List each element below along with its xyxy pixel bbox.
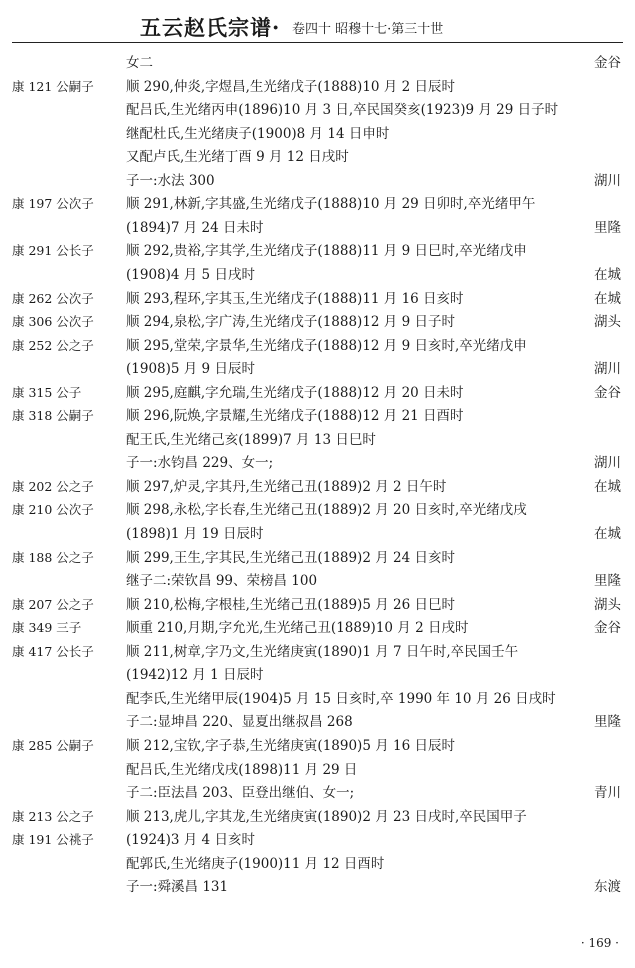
father-reference: 康 202 公之子 (12, 478, 94, 494)
page-number: · 169 · (580, 936, 619, 950)
entry-line (0, 170, 635, 192)
entry-text: 子二:显坤昌 220、显夏出继叔昌 268 (126, 714, 353, 731)
residence-place: 里隆 (594, 714, 621, 731)
entry-text: 配郭氏,生光绪庚子(1900)11 月 12 日酉时 (126, 855, 385, 872)
entry-line (0, 806, 635, 828)
entry-line (0, 264, 635, 286)
residence-place: 金谷 (594, 384, 621, 401)
father-reference: 康 318 公嗣子 (12, 408, 94, 424)
father-reference: 康 191 公祧子 (12, 832, 94, 848)
entry-line (0, 452, 635, 474)
entry-text: (1908)4 月 5 日戌时 (126, 266, 255, 283)
entry-line (0, 193, 635, 215)
entry-text: 顺 296,阮焕,字景耀,生光绪戊子(1888)12 月 21 日酉时 (126, 408, 464, 425)
entry-text: 继配杜氏,生光绪庚子(1900)8 月 14 日申时 (126, 125, 390, 142)
entry-line (0, 382, 635, 404)
entry-line (0, 288, 635, 310)
page-title: 五云赵氏宗谱· (140, 15, 281, 40)
entry-text: 子一:水钧昌 229、女一; (126, 455, 274, 472)
residence-place: 湖川 (594, 172, 621, 189)
entry-text: 顺 211,树章,字乃文,生光绪庚寅(1890)1 月 7 日午时,卒民国壬午 (126, 643, 519, 660)
entry-text: 顺 213,虎儿,字其龙,生光绪庚寅(1890)2 月 23 日戌时,卒民国甲子 (126, 808, 527, 825)
entry-text: 顺 212,宝钦,字子恭,生光绪庚寅(1890)5 月 16 日辰时 (126, 737, 455, 754)
entry-text: 顺 292,贵裕,字其学,生光绪戊子(1888)11 月 9 日巳时,卒光绪戊申 (126, 243, 527, 260)
entry-line (0, 664, 635, 686)
entry-text: 顺 297,炉灵,字其丹,生光绪己丑(1889)2 月 2 日午时 (126, 478, 447, 495)
entry-line (0, 123, 635, 145)
father-reference: 康 207 公之子 (12, 596, 94, 612)
father-reference: 康 291 公长子 (12, 243, 94, 259)
father-reference: 康 197 公次子 (12, 196, 94, 212)
entry-text: (1924)3 月 4 日亥时 (126, 832, 255, 849)
entry-text: 顺 210,松梅,字根桂,生光绪己丑(1889)5 月 26 日巳时 (126, 596, 455, 613)
entry-text: (1942)12 月 1 日辰时 (126, 667, 264, 684)
entry-line (0, 99, 635, 121)
residence-place: 里隆 (594, 219, 621, 236)
entry-text: 顺 294,泉松,字广涛,生光绪戊子(1888)12 月 9 日子时 (126, 314, 455, 331)
entry-text: 顺重 210,月期,字允光,生光绪己丑(1889)10 月 2 日戌时 (126, 620, 469, 637)
entry-line (0, 499, 635, 521)
entry-line (0, 829, 635, 851)
entry-text: 顺 290,仲炎,字煜昌,生光绪戊子(1888)10 月 2 日辰时 (126, 78, 455, 95)
entry-text: 继子二:荣钦昌 99、荣榜昌 100 (126, 573, 318, 590)
father-reference: 康 315 公子 (12, 384, 82, 400)
entry-line (0, 617, 635, 639)
entry-line (0, 570, 635, 592)
father-reference: 康 417 公长子 (12, 643, 94, 659)
residence-place: 里隆 (594, 573, 621, 590)
entry-text: (1898)1 月 19 日辰时 (126, 526, 264, 542)
father-reference: 康 349 三子 (12, 620, 82, 636)
entry-line (0, 52, 635, 74)
entry-text: 配吕氏,生光绪丙申(1896)10 月 3 日,卒民国癸亥(1923)9 月 29 日子时 (126, 102, 559, 119)
entry-line (0, 358, 635, 380)
residence-place: 东渡 (594, 879, 621, 896)
entry-line (0, 476, 635, 498)
residence-place: 在城 (594, 526, 621, 542)
father-reference: 康 252 公之子 (12, 337, 94, 353)
entry-text: 又配卢氏,生光绪丁酉 9 月 12 日戌时 (126, 149, 349, 166)
page-subtitle: 卷四十 昭穆十七·第三十世 (292, 22, 444, 37)
entry-text: 顺 295,庭麒,字允瑞,生光绪戊子(1888)12 月 20 日未时 (126, 384, 464, 401)
father-reference: 康 306 公次子 (12, 314, 94, 330)
residence-place: 金谷 (594, 55, 621, 71)
entry-line (0, 711, 635, 733)
entry-text: 顺 295,堂荣,字景华,生光绪戊子(1888)12 月 9 日亥时,卒光绪戊申 (126, 337, 527, 354)
entry-line (0, 335, 635, 357)
residence-place: 金谷 (594, 620, 621, 637)
entry-line (0, 217, 635, 239)
entry-text: 配吕氏,生光绪戊戌(1898)11 月 29 日 (126, 761, 358, 778)
residence-place: 青川 (594, 785, 621, 802)
page-header (0, 8, 635, 44)
entry-text: 配李氏,生光绪甲辰(1904)5 月 15 日亥时,卒 1990 年 10 月 26 日戌时 (126, 690, 556, 707)
entry-line (0, 523, 635, 545)
entry-line (0, 688, 635, 710)
entry-line (0, 240, 635, 262)
entry-line (0, 311, 635, 333)
entry-line (0, 876, 635, 898)
entry-line (0, 594, 635, 616)
entry-line (0, 146, 635, 168)
residence-place: 湖头 (594, 596, 621, 613)
residence-place: 湖川 (594, 455, 621, 472)
entry-line (0, 735, 635, 757)
entry-line (0, 782, 635, 804)
entry-line (0, 429, 635, 451)
residence-place: 在城 (594, 478, 621, 495)
entry-text: 配王氏,生光绪己亥(1899)7 月 13 日巳时 (126, 431, 376, 448)
entry-text: (1908)5 月 9 日辰时 (126, 361, 255, 378)
entry-line (0, 547, 635, 569)
residence-place: 湖头 (594, 314, 621, 331)
entry-text: 子一:水法 300 (126, 172, 215, 189)
residence-place: 在城 (594, 266, 621, 283)
header-divider (12, 42, 623, 43)
residence-place: 在城 (594, 290, 621, 307)
entry-line (0, 641, 635, 663)
father-reference: 康 121 公嗣子 (12, 78, 94, 94)
entry-text: 顺 293,程环,字其玉,生光绪戊子(1888)11 月 16 日亥时 (126, 290, 464, 307)
entry-text: 子一:舜溪昌 131 (126, 879, 229, 896)
entry-text: (1894)7 月 24 日未时 (126, 219, 264, 236)
entry-text: 女二 (126, 55, 153, 71)
residence-place: 湖川 (594, 361, 621, 378)
entry-line (0, 76, 635, 98)
father-reference: 康 213 公之子 (12, 808, 94, 824)
entry-text: 顺 299,王生,字其民,生光绪己丑(1889)2 月 24 日亥时 (126, 549, 455, 566)
father-reference: 康 188 公之子 (12, 549, 94, 565)
entry-line (0, 759, 635, 781)
entry-text: 顺 291,林新,字其盛,生光绪戊子(1888)10 月 29 日卯时,卒光绪甲午 (126, 196, 536, 213)
entry-text: 顺 298,永松,字长春,生光绪己丑(1889)2 月 20 日亥时,卒光绪戊戌 (126, 502, 527, 519)
father-reference: 康 210 公次子 (12, 502, 94, 518)
father-reference: 康 262 公次子 (12, 290, 94, 306)
father-reference: 康 285 公嗣子 (12, 737, 94, 753)
entry-line (0, 405, 635, 427)
entry-line (0, 853, 635, 875)
entry-text: 子二:臣法昌 203、臣登出继伯、女一; (126, 785, 355, 802)
